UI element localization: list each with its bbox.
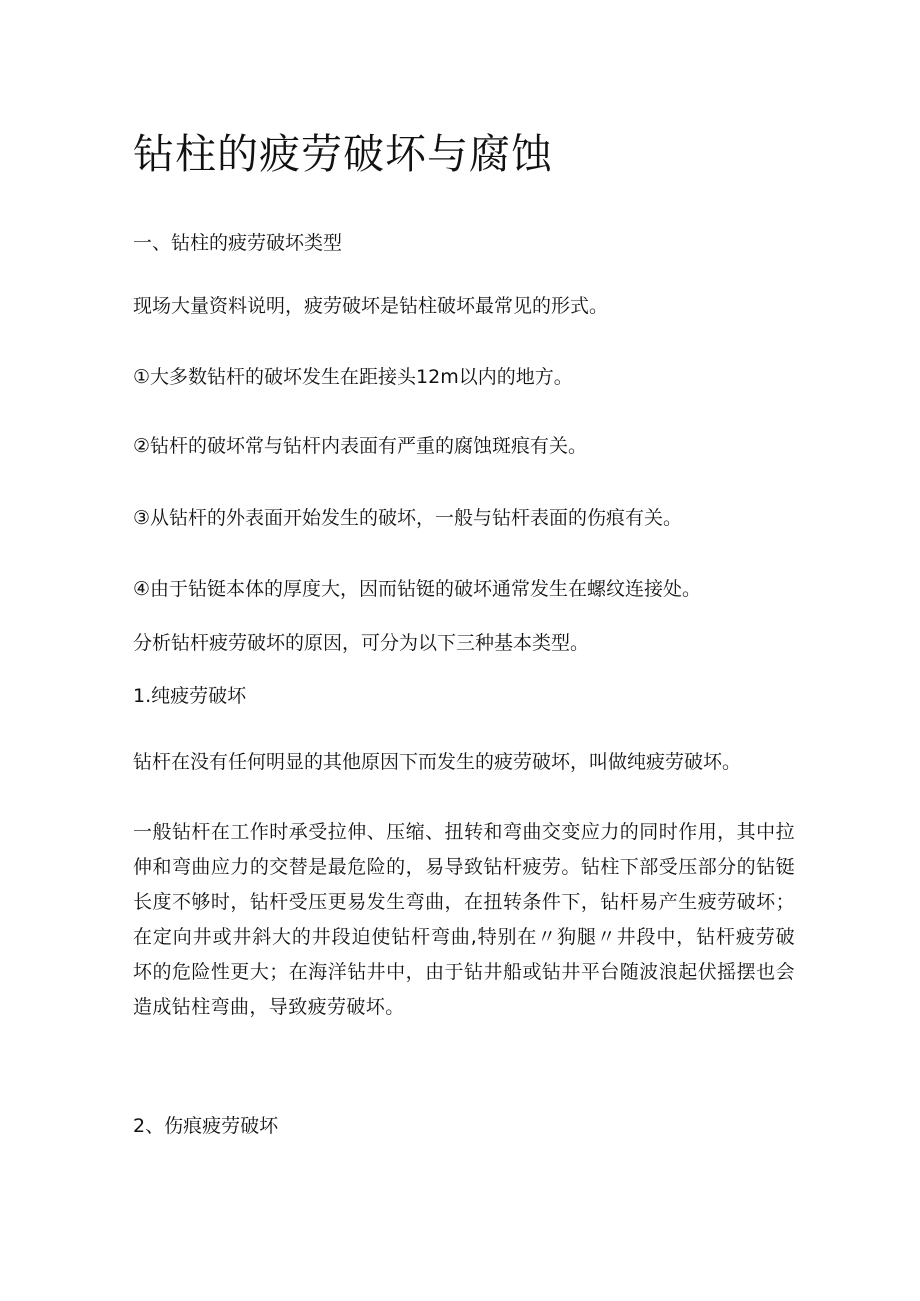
document-title: 钻柱的疲劳破坏与腐蚀 [133, 130, 553, 178]
body-paragraph: 一般钻杆在工作时承受拉伸、压缩、扭转和弯曲交变应力的同时作用，其中拉伸和弯曲应力的交替是最危险的，易导致钻杆疲劳。钻柱下部受压部分的钻铤长度不够时，钻杆受压更易发生弯曲，在扭转条件下，钻杆易产生疲劳破坏；在定向井或井斜大的井段迫使钻杆弯曲,特别在〃狗腿〃井段中，钻杆疲劳破坏的危险性更大；在海洋钻井中，由于钻井船或钻井平台随波浪起伏摇摆也会造成钻柱弯曲，导致疲劳破坏。 [133, 821, 795, 1018]
finding-item-1: ①大多数钻杆的破坏发生在距接头12m以内的地方。 [133, 366, 573, 388]
finding-item-3: ③从钻杆的外表面开始发生的破坏，一般与钻杆表面的伤痕有关。 [133, 507, 683, 529]
section-heading: 一、钻柱的疲劳破坏类型 [133, 232, 343, 254]
subsection-heading-2: 2、伤痕疲劳破坏 [133, 1115, 279, 1137]
intro-paragraph: 现场大量资料说明，疲劳破坏是钻柱破坏最常见的形式。 [133, 295, 609, 317]
finding-item-4: ④由于钻铤本体的厚度大，因而钻铤的破坏通常发生在螺纹连接处。 [133, 578, 702, 600]
subsection-heading-1: 1.纯疲劳破坏 [133, 685, 247, 707]
definition-paragraph: 钻杆在没有任何明显的其他原因下而发生的疲劳破坏，叫做纯疲劳破坏。 [133, 751, 742, 773]
analysis-paragraph: 分析钻杆疲劳破坏的原因，可分为以下三种基本类型。 [133, 632, 590, 654]
finding-item-2: ②钻杆的破坏常与钻杆内表面有严重的腐蚀斑痕有关。 [133, 435, 588, 457]
